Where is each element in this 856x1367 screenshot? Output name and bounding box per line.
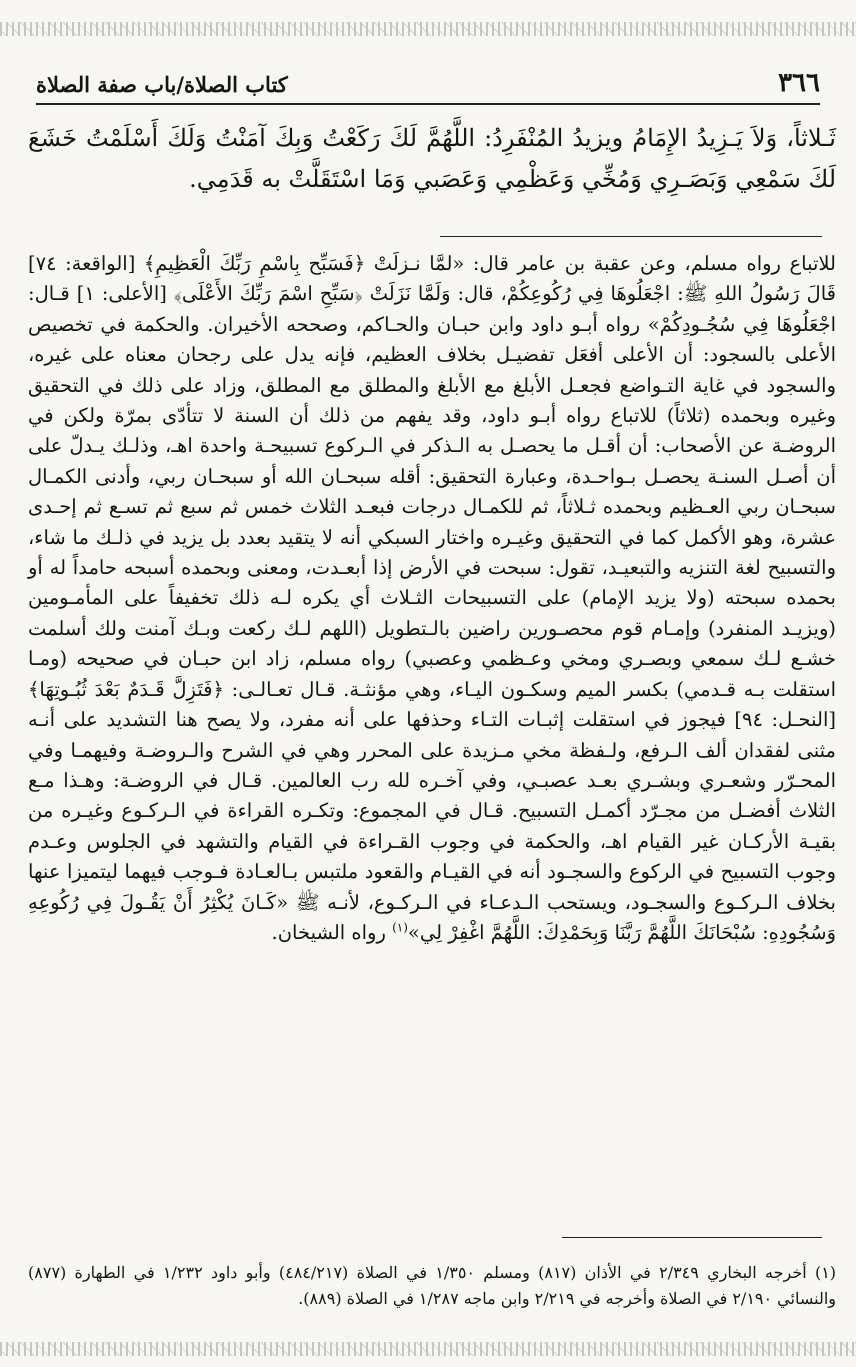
- decorative-bottom-border: [0, 1342, 856, 1356]
- footnote-text: (١) أخرجه البخاري ٢/٣٤٩ في الأذان (٨١٧) ومسلم ١/٣٥٠ في الصلاة (٤٨٤/٢١٧) وأبو داود ١/٢٣٢ في الطهارة (٨٧٧) والنسائي ٢/١٩٠ في الصلاة وأخرجه في ٢/٢١٩ وابن ماجه ١/٢٨٧ في الصلاة (٨٨٩).: [28, 1263, 837, 1308]
- page-header: [36, 66, 820, 104]
- decorative-top-border: [0, 22, 856, 36]
- main-text-block: [28, 118, 836, 201]
- footnote-block: [28, 1260, 836, 1312]
- running-title: كتاب الصلاة/باب صفة الصلاة: [36, 72, 288, 97]
- main-text: ثَـلاثاً، وَلاَ يَـزِيدُ الإِمَامُ ويزيدُ المُنْفَرِدُ: اللَّهُمَّ لَكَ رَكَعْتُ وَبِكَ آمَنْتُ وَلَكَ أَسْلَمْتُ خَشَعَ لَكَ سَمْعِي وَبَصَـرِي وَمُخِّي وَعَظْمِي وَعَصَبي وَمَا اسْتَقَلَّتْ به قَدَمِي.: [28, 124, 836, 194]
- commentary-tail: رواه الشيخان.: [271, 920, 393, 944]
- footnote-separator: [562, 1237, 822, 1238]
- commentary-paragraph: [28, 249, 836, 948]
- commentary-body: للاتباع رواه مسلم، وعن عقبة بن عامر قال: «لمَّا نـزلَتْ ﴿فَسَبِّح بِاسْمِ رَبِّكَ الْعَظِيمِ﴾ [الواقعة: ٧٤] قَالَ رَسُولُ اللهِ ﷺ: اجْعَلُوهَا فِي رُكُوعِكُمْ، قال: وَلَمَّا نَزَلَتْ ﴿سَبِّحِ اسْمَ رَبِّكَ الأَعْلَى﴾ [الأعلى: ١] قـال: اجْعَلُوهَا فِي سُجُـودِكُمْ» رواه أبـو داود وابن حبـان والحـاكم، وصححه الأخيران. والحكمة في تخصيص الأعلى بالسجود: أن الأعلى أفعَل تفضيـل بخلاف العظيم، فإنه يدل على رجحان معناه على غيره، والسجود في غاية التـواضع فجعـل الأبلغ مع الأبلغ والمطلق مع المطلق، وزاد على ذلك في التحقيق وغيره وبحمده (ثلاثاً) للاتباع رواه أبـو داود، وقد يفهم من ذلك أن السنة لا تتأدّى بمرّة ولكن في الروضـة عن الأصحاب: أن أقـل ما يحصـل به الـذكر في الـركوع تسبيحـة واحدة اهـ، وذلـك يـدلّ على أن أصـل السنـة يحصـل بـواحـدة، وعبارة التحقيق: أقله سبحـان الله أو سبحـان ربي، وأدنى الكمـال سبحـان ربي العـظيم وبحمده ثـلاثاً، ثم للكمـال درجات فبعـد الثلاث خمس ثم سبع ثم تسـع ثم إحـدى عشرة، وهو الأكمل كما في التحقيق وغيـره واختار السبكي أنه لا يتقيد بعدد بل يزيد في ذلـك ما شاء، والتسبيح لغة التنزيه والتبعيـد، تقول: سبحت في الأرض إذا أبعـدت، ومعنى وبحمده أسبحه حامداً له أو بحمده سبحته (ولا يزيد الإمام) على التسبيحات الثـلاث أي يكره لـه ذلك تخفيفاً على المأمـومين (ويزيـد المنفرد) وإمـام قوم محصـورين راضين بالـتطويل (اللهم لـك ركعت وبـك آمنت ولك أسلمت خشـع لـك سمعي وبصـري ومخي وعـظمي وعصبي) رواه مسلم، زاد ابن حبـان في صحيحه (ومـا استقلت بـه قـدمي) بكسر الميم وسكـون اليـاء، وهي مؤنثـة. قـال تعـالـى: ﴿فَتَزِلَّ قَـدَمٌ بَعْدَ ثُبُـوتِهَا﴾ [النحـل: ٩٤] فيجوز في استقلت إثبـات التـاء وحذفها على أنه مفرد، ولا يصح هنا التشديد على أنـه مثنى لفقدان ألف الـرفع، ولـفظة مخي مـزيدة على المحرر وهي في الشرح والـروضـة وفيهمـا وفي المحـرّر وشعـري وبشـري بعـد عصبـي، وفي آخـره لله رب العالمين. قـال في الروضـة: وهـذا مـع الثلاث أفضـل من مجـرّد أكمـل التسبيح. قـال في المجموع: وتكـره القراءة في الـركـوع وغيـره من بقيـة الأركـان غير القيام اهـ، والحكمة في وجوب القـراءة في القيام والتشهد في الجلوس وعـدم وجوب التسبيح في الركوع والسجـود أنه في القيـام والقعود ملتبس بـالعـادة فـوجب فيهما ليتميزا عنها بخلاف الـركـوع والسجـود، ويستحب الـدعـاء في الـركـوع، لأنـه ﷺ «كَـانَ يُكْثِرُ أَنْ يَقُـولَ فِي رُكُوعِهِ وَسُجُودِهِ: سُبْحَانَكَ اللَّهُمَّ رَبَّنَا وَبِحَمْدِكَ: اللَّهُمَّ اغْفِرْ لِي»: [28, 252, 836, 944]
- main-commentary-separator: [440, 236, 822, 237]
- header-rule: [36, 103, 820, 105]
- footnote-reference: (١): [392, 920, 408, 935]
- commentary-block: [28, 249, 836, 948]
- page-number: ٣٦٦: [778, 68, 820, 98]
